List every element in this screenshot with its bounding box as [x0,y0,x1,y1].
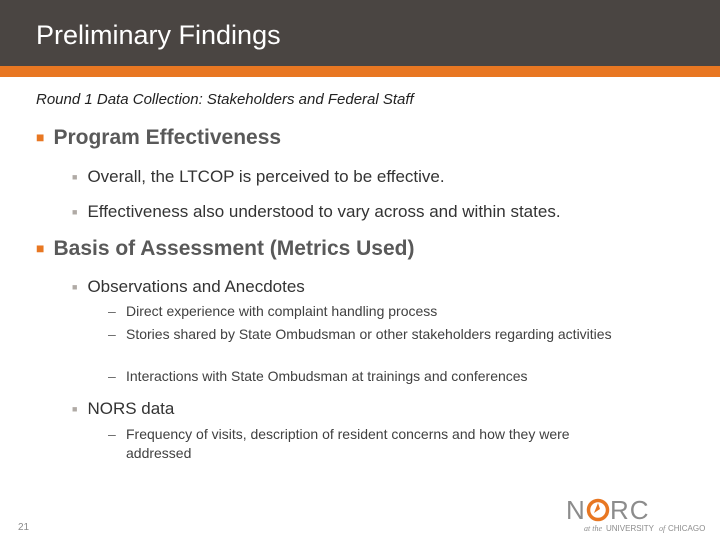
sub-bullet [108,367,648,386]
bullet-text: Effectiveness also understood to vary across and within states. [87,202,561,221]
dash-bullet-icon: – [108,368,116,384]
svg-text:at the: at the [584,524,602,533]
bullet-point [72,277,305,297]
dash-bullet-icon: – [108,303,116,319]
svg-text:N: N [566,495,586,525]
dash-bullet-icon: – [108,326,116,342]
norc-logo [562,495,714,535]
sub-bullet-text: Stories shared by State Ombudsman or other stakeholders regarding activities [126,326,612,342]
bullet-point [72,202,561,222]
svg-text:UNIVERSITY: UNIVERSITY [606,524,655,533]
page-number: 21 [18,522,30,533]
svg-text:of: of [659,524,666,533]
bullet-text: NORS data [87,399,175,418]
svg-text:RC: RC [610,495,650,525]
title-bar [0,0,720,66]
square-bullet-icon: ■ [36,240,45,256]
section-heading-text: Basis of Assessment (Metrics Used) [53,237,415,260]
section-heading-text: Program Effectiveness [53,126,282,149]
accent-bar [0,66,720,77]
section-heading-effectiveness [36,126,281,150]
sub-bullet-text: Frequency of visits, description of resident concerns and how they were addressed [126,426,570,461]
norc-logo-icon [562,495,714,535]
bullet-point [72,167,445,187]
bullet-text: Observations and Anecdotes [87,277,305,296]
square-bullet-icon: ■ [72,172,78,182]
bullet-point [72,399,174,419]
square-bullet-icon: ■ [72,207,78,217]
dash-bullet-icon: – [108,426,116,442]
section-heading-basis [36,237,415,261]
slide-subtitle: Round 1 Data Collection: Stakeholders and Federal Staff [36,91,414,108]
sub-bullet [108,325,648,344]
sub-bullet [108,302,648,321]
slide-title: Preliminary Findings [36,20,281,50]
square-bullet-icon: ■ [72,282,78,292]
square-bullet-icon: ■ [72,404,78,414]
svg-text:CHICAGO: CHICAGO [668,524,706,533]
sub-bullet [108,425,648,463]
sub-bullet-text: Interactions with State Ombudsman at trainings and conferences [126,368,528,384]
sub-bullet-text: Direct experience with complaint handling process [126,303,438,319]
bullet-text: Overall, the LTCOP is perceived to be effective. [87,167,445,186]
square-bullet-icon: ■ [36,129,45,145]
